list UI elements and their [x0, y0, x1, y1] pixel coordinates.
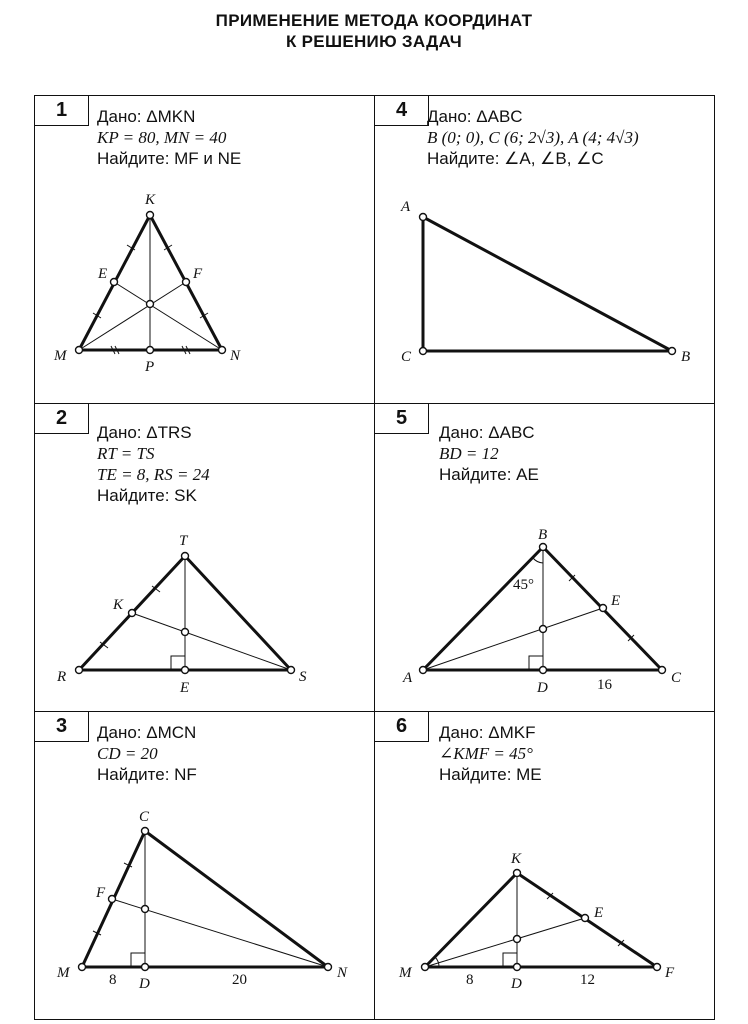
label-a: A [401, 199, 411, 215]
intersection-point [514, 936, 521, 943]
given-line: Дано: ΔABC [427, 107, 523, 126]
label-c: C [139, 809, 150, 825]
label-a: A [403, 670, 413, 686]
label-d: D [537, 680, 548, 696]
label-e: E [594, 905, 604, 921]
problem-number: 3 [35, 712, 89, 742]
label-k: K [113, 597, 124, 613]
label-n: N [230, 348, 241, 364]
label-k: K [511, 851, 522, 867]
label-c: C [671, 670, 682, 686]
label-m: M [399, 965, 412, 981]
problem-number: 6 [375, 712, 429, 742]
point-e [582, 915, 589, 922]
given-line: Дано: ΔMKF [439, 723, 536, 742]
condition-line: CD = 20 [97, 744, 158, 763]
label-f: F [193, 266, 203, 282]
label-b: B [538, 527, 548, 543]
problem-number: 4 [375, 96, 429, 126]
label-angle-45: 45° [513, 577, 534, 593]
given-line: Дано: ΔABC [439, 423, 535, 442]
point-d [514, 964, 521, 971]
label-e: E [180, 680, 190, 696]
page-title-line-1: ПРИМЕНЕНИЕ МЕТОДА КООРДИНАТ [215, 11, 533, 30]
question-line: Найдите: MF и NE [97, 149, 242, 168]
label-m: M [57, 965, 70, 981]
condition-line: TE = 8, RS = 24 [97, 465, 210, 484]
problem-number: 5 [375, 404, 429, 434]
given-line: Дано: ΔMKN [97, 107, 196, 126]
label-r: R [57, 669, 67, 685]
problem-number: 1 [35, 96, 89, 126]
label-n: N [337, 965, 348, 981]
condition-line: BD = 12 [439, 444, 499, 463]
point-k [514, 870, 521, 877]
label-dn-length: 20 [232, 972, 247, 988]
problem-number: 2 [35, 404, 89, 434]
label-t: T [179, 533, 188, 549]
label-f: F [665, 965, 675, 981]
question-line: Найдите: AE [439, 465, 539, 484]
label-s: S [299, 669, 307, 685]
triangle-mkf [425, 873, 657, 967]
label-c: C [401, 349, 412, 365]
label-p: P [145, 359, 155, 375]
label-df-length: 12 [580, 972, 595, 988]
point-f [654, 964, 661, 971]
question-line: Найдите: SK [97, 486, 197, 505]
condition-line: RT = TS [97, 444, 155, 463]
label-k: K [145, 192, 156, 208]
given-line: Дано: ΔMCN [97, 723, 197, 742]
condition-line: ∠KMF = 45° [439, 744, 533, 763]
condition-line: KP = 80, MN = 40 [97, 128, 227, 147]
label-b: B [681, 349, 691, 365]
label-d: D [139, 976, 150, 992]
label-m: M [54, 348, 67, 364]
label-md-length: 8 [466, 972, 474, 988]
label-d: D [511, 976, 522, 992]
label-dc-length: 16 [597, 677, 612, 693]
label-e: E [98, 266, 108, 282]
given-line: Дано: ΔTRS [97, 423, 192, 442]
label-e: E [611, 593, 621, 609]
question-line: Найдите: ∠A, ∠B, ∠C [427, 149, 604, 168]
question-line: Найдите: NF [97, 765, 197, 784]
question-line: Найдите: ME [439, 765, 542, 784]
label-f: F [96, 885, 106, 901]
condition-line: B (0; 0), C (6; 2√3), A (4; 4√3) [427, 128, 639, 147]
label-md-length: 8 [109, 972, 117, 988]
point-m [422, 964, 429, 971]
page-title-line-2: К РЕШЕНИЮ ЗАДАЧ [285, 32, 463, 51]
